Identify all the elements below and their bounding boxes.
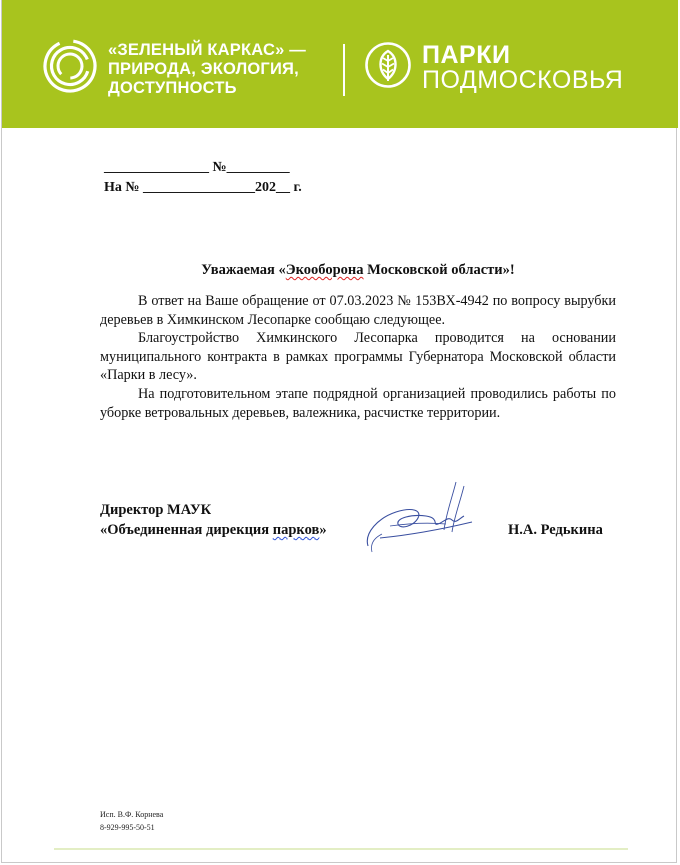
org-prefix: «Объединенная дирекция	[100, 522, 273, 538]
outgoing-number-line: _______________ №_________	[104, 160, 290, 175]
body-paragraph: В ответ на Ваше обращение от 07.03.2023 № 153ВХ-4942 по вопросу вырубки деревьев в Химкинском Лесопарке сообщаю следующее.	[100, 293, 616, 328]
bottom-rule	[54, 848, 628, 850]
org-suffix: »	[319, 522, 327, 538]
handwritten-signature	[360, 478, 480, 558]
letter-greeting	[100, 262, 616, 279]
letterhead-banner	[2, 0, 678, 128]
program-tagline	[108, 41, 338, 98]
tagline-line: ДОСТУПНОСТЬ	[108, 79, 237, 97]
brand-subtitle: ПОДМОСКОВЬЯ	[422, 66, 624, 94]
signer-name: Н.А. Редькина	[508, 522, 603, 538]
body-paragraph: На подготовительном этапе подрядной организацией проводились работы по уборке ветровальных деревьев, валежника, расчистке территории.	[100, 385, 616, 421]
body-paragraph: Благоустройство Химкинского Лесопарка проводится на основании муниципального контракта в рамках программы Губернатора Московской области «Парки в лесу».	[100, 330, 616, 384]
tagline-line: «ЗЕЛЕНЫЙ КАРКАС» —	[108, 41, 306, 59]
leaf-logo-icon	[364, 41, 412, 89]
header-divider	[343, 44, 345, 96]
brand-title: ПАРКИ	[422, 41, 511, 69]
greeting-org-name: Экооборона	[285, 262, 364, 278]
incoming-reference-line: На № ________________202__ г.	[104, 180, 302, 195]
org-word: парков	[272, 522, 320, 538]
green-frame-ring-icon	[42, 38, 98, 94]
tagline-line: ПРИРОДА, ЭКОЛОГИЯ,	[108, 60, 299, 78]
signer-organization	[100, 522, 327, 539]
greeting-suffix: Московской области»!	[363, 262, 515, 278]
executor-phone: 8-929-995-50-51	[100, 823, 155, 832]
letter-body	[100, 292, 616, 422]
page-border	[1, 0, 677, 863]
signer-position: Директор МАУК	[100, 502, 212, 518]
executor-name: Исп. В.Ф. Корнева	[100, 810, 164, 819]
greeting-prefix: Уважаемая «	[201, 262, 286, 278]
executor-footer	[100, 808, 163, 834]
